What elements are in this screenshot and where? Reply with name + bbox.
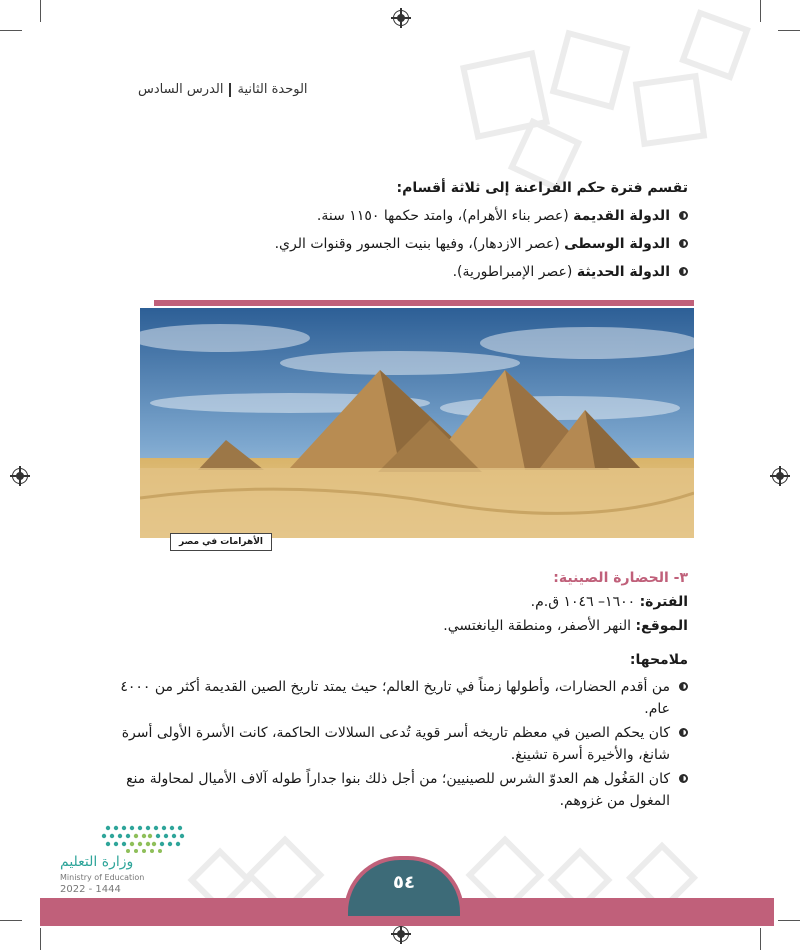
crop-mark (40, 0, 41, 22)
item-text: (عصر بناء الأهرام)، وامتد حكمها ١١٥٠ سنة. (316, 208, 574, 224)
header-unit: الوحدة الثانية (237, 82, 308, 97)
item-lead: الدولة الوسطى (564, 236, 670, 252)
item-text: (عصر الإمبراطورية). (452, 264, 577, 280)
features-heading: ملامحها: (629, 652, 688, 668)
feature-text: كان يحكم الصين في معظم تاريخه أسر قوية تُدعى السلالات الحاكمة، كانت الأسرة الأولى أسرة شانغ، والأخيرة أسرة تشينغ. (121, 725, 670, 763)
ministry-logo-icon (98, 822, 188, 854)
period-value: ١٦٠٠– ١٠٤٦ ق.م. (530, 594, 640, 610)
section-intro: تقسم فترة حكم الفراعنة إلى ثلاثة أقسام: (396, 180, 688, 196)
location-value: النهر الأصفر، ومنطقة اليانغتسي. (443, 618, 636, 634)
registration-mark-icon (772, 468, 788, 484)
list-item (110, 768, 688, 812)
crop-mark (0, 920, 22, 921)
section-title: ٣- الحضارة الصينية: (553, 570, 688, 586)
feature-text: من أقدم الحضارات، وأطولها زمناً في تاريخ العالم؛ حيث يمتد تاريخ الصين القديمة أكثر من ٤٠٠٠ عام. (120, 679, 670, 717)
bullet-icon (679, 239, 688, 248)
ministry-name-en: Ministry of Education (60, 873, 145, 882)
feature-text: كان المَغُول هم العدوّ الشرس للصينيين؛ من أجل ذلك بنوا جداراً طوله آلاف الأميال لمحاولة منع المغول من غزوهم. (126, 771, 670, 809)
pyramids-figure (140, 300, 694, 540)
bullet-icon (679, 682, 688, 691)
crop-mark (760, 0, 761, 22)
registration-mark-icon (12, 468, 28, 484)
photo-caption: الأهرامات في مصر (170, 533, 272, 551)
crop-mark (760, 928, 761, 950)
photo-accent-bar (154, 300, 694, 306)
location-label: الموقع: (635, 618, 688, 634)
bullet-icon (679, 267, 688, 276)
edition-year: 2022 - 1444 (60, 884, 121, 895)
page-number: ٥٤ (393, 872, 415, 893)
item-lead: الدولة الحديثة (576, 264, 670, 280)
crop-mark (778, 920, 800, 921)
list-item (88, 206, 688, 234)
pyramids-photo (140, 308, 694, 538)
bullet-icon (679, 728, 688, 737)
crop-mark (40, 928, 41, 950)
running-header (138, 82, 308, 97)
kingdoms-list (88, 206, 688, 290)
bullet-icon (679, 211, 688, 220)
list-item (110, 722, 688, 766)
item-text: (عصر الازدهار)، وفيها بنيت الجسور وقنوات الري. (274, 236, 565, 252)
list-item (88, 234, 688, 262)
header-lesson: الدرس السادس (138, 82, 224, 97)
location-line (443, 618, 688, 634)
list-item (88, 262, 688, 290)
crop-mark (778, 30, 800, 31)
item-lead: الدولة القديمة (573, 208, 670, 224)
period-line (531, 594, 688, 610)
header-divider (229, 83, 231, 97)
registration-mark-icon (393, 10, 409, 26)
ministry-name-ar: وزارة التعليم (60, 854, 134, 870)
list-item (110, 676, 688, 720)
crop-mark (0, 30, 22, 31)
registration-mark-icon (393, 926, 409, 942)
bullet-icon (679, 774, 688, 783)
period-label: الفترة: (639, 594, 688, 610)
